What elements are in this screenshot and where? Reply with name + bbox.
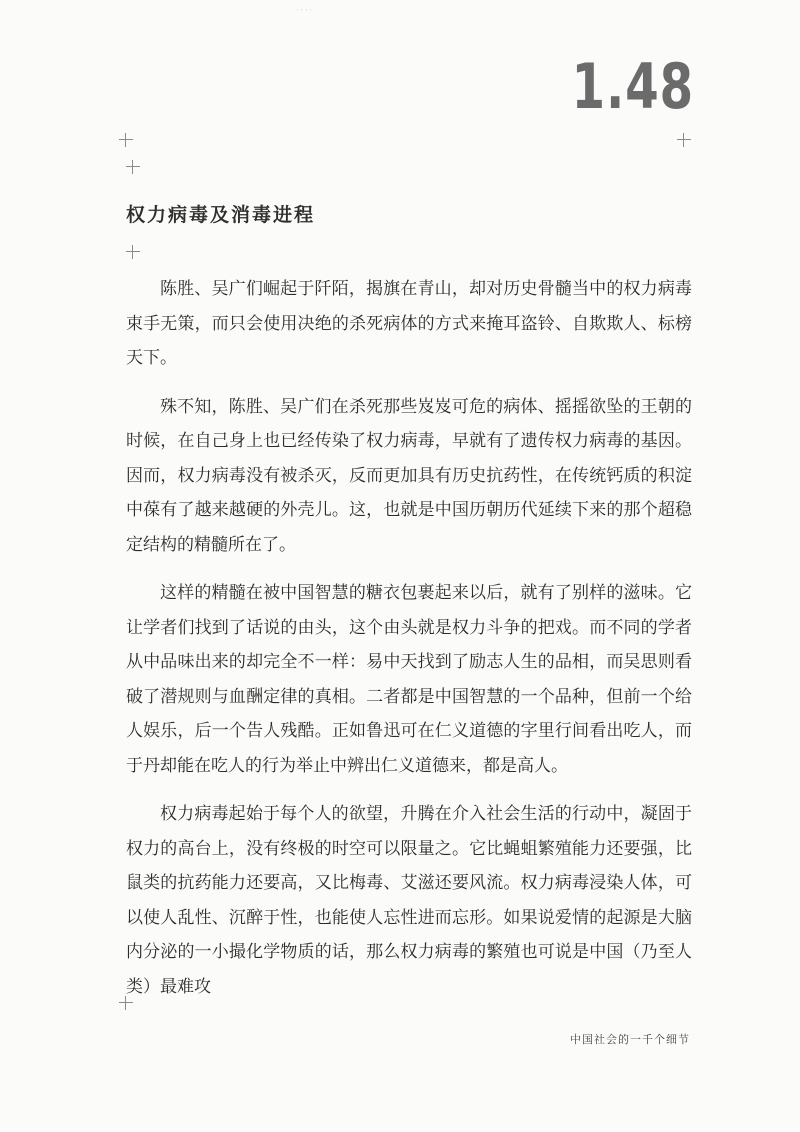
crop-mark-top-right (677, 133, 691, 147)
page-number: 1.48 (571, 50, 694, 123)
crop-mark-title-below (126, 245, 140, 259)
footer-book-title: 中国社会的一千个细节 (570, 1033, 690, 1046)
article-title: 权力病毒及消毒进程 (126, 204, 316, 226)
paragraph: 这样的精髓在被中国智慧的糖衣包裹起来以后，就有了别样的滋味。它让学者们找到了话说的由头，这个由头就是权力斗争的把戏。而不同的学者从中品味出来的却完全不一样：易中天找到了励志人生的品相，而吴思则看破了潜规则与血酬定律的真相。二者都是中国智慧的一个品种，但前一个给人娱乐，后一个告人残酷。正如鲁迅可在仁义道德的字里行间看出吃人，而于丹却能在吃人的行为举止中辨出仁义道德来，都是高人。 (126, 583, 692, 776)
top-scan-mark: ···· (296, 6, 315, 15)
article-body (126, 272, 692, 1018)
crop-mark-left-upper (126, 160, 140, 174)
paragraph: 殊不知，陈胜、吴广们在杀死那些岌岌可危的病体、摇摇欲坠的王朝的时候，在自己身上也已经传染了权力病毒，早就有了遗传权力病毒的基因。因而，权力病毒没有被杀灭，反而更加具有历史抗药性，在传统钙质的积淀中葆有了越来越硬的外壳儿。这，也就是中国历朝历代延续下来的那个超稳定结构的精髓所在了。 (126, 396, 692, 555)
paragraph: 权力病毒起始于每个人的欲望，升腾在介入社会生活的行动中，凝固于权力的高台上，没有终极的时空可以限量之。它比蝇蛆繁殖能力还要强，比鼠类的抗药能力还要高，又比梅毒、艾滋还要风流。权力病毒浸染人体，可以使人乱性、沉醉于性，也能使人忘性进而忘形。如果说爱情的起源是大脑内分泌的一小撮化学物质的话，那么权力病毒的繁殖也可说是中国（乃至人类）最难攻 (126, 804, 692, 997)
paragraph: 陈胜、吴广们崛起于阡陌，揭旗在青山，却对历史骨髓当中的权力病毒束手无策，而只会使用决绝的杀死病体的方式来掩耳盗铃、自欺欺人、标榜天下。 (126, 279, 692, 368)
crop-mark-top-left (119, 133, 133, 147)
